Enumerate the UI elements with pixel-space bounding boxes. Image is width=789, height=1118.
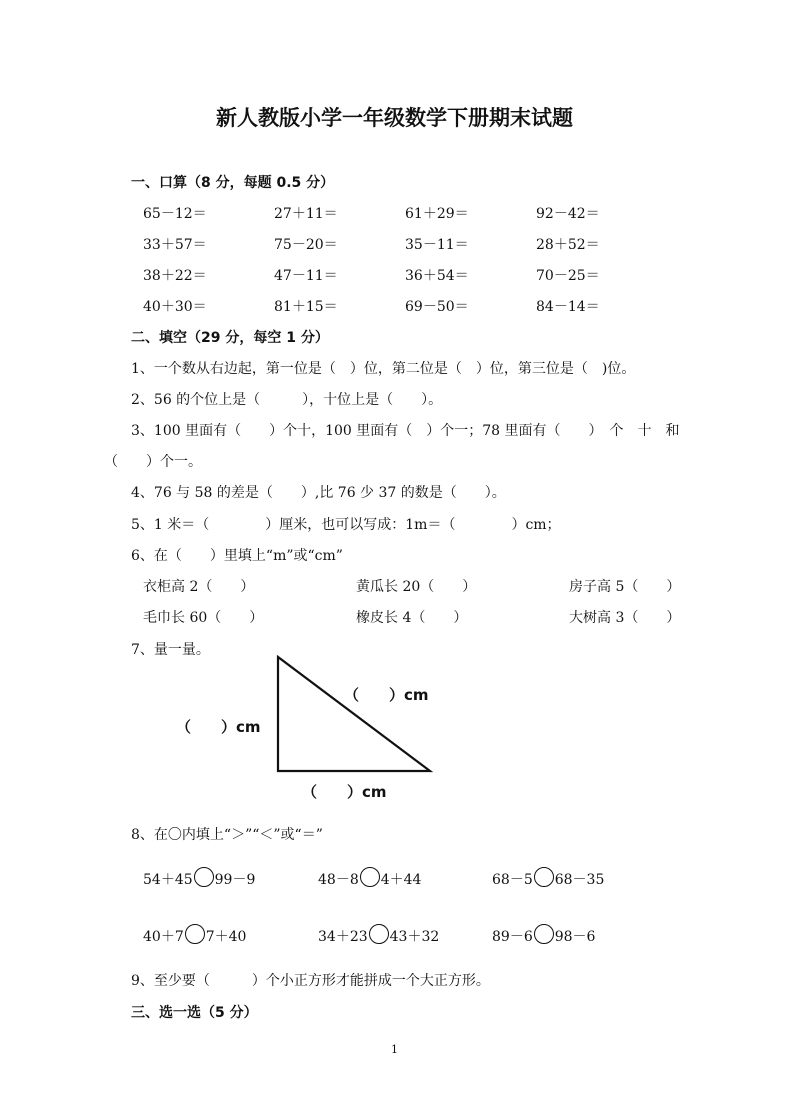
unit-item: 橡皮长 4（ ） [356, 610, 468, 626]
question-9: 9、至少要（ ）个小正方形才能拼成一个大正方形。 [131, 973, 490, 989]
answer-circle[interactable] [185, 924, 205, 944]
question-7: 7、量一量。 [131, 642, 210, 658]
compare-right: 68－35 [554, 872, 605, 888]
calc-item: 33＋57＝ [143, 237, 207, 253]
compare-left: 89－6 [492, 929, 533, 945]
compare-right: 7＋40 [205, 929, 247, 945]
calc-item: 75－20＝ [274, 237, 338, 253]
calc-item: 92－42＝ [536, 206, 600, 222]
question-6: 6、在（ ）里填上“m”或“cm” [131, 548, 343, 564]
calc-item: 47－11＝ [274, 268, 338, 284]
calc-item: 69－50＝ [405, 299, 469, 315]
answer-circle[interactable] [534, 924, 554, 944]
calc-item: 38＋22＝ [143, 268, 207, 284]
compare-item [143, 924, 246, 946]
calc-item: 84－14＝ [536, 299, 600, 315]
calc-item: 27＋11＝ [274, 206, 338, 222]
unit-item: 房子高 5（ ） [569, 579, 681, 595]
compare-item [492, 924, 595, 946]
unit-item: 衣柜高 2（ ） [143, 579, 255, 595]
calc-item: 35－11＝ [405, 237, 469, 253]
unit-item: 大树高 3（ ） [569, 610, 681, 626]
compare-item [318, 924, 439, 946]
label-hypotenuse: （ ）cm [344, 686, 429, 704]
answer-circle[interactable] [360, 867, 380, 887]
compare-right: 4＋44 [380, 872, 422, 888]
compare-left: 54＋45 [143, 872, 193, 888]
unit-item: 黄瓜长 20（ ） [356, 579, 477, 595]
page-number: 1 [391, 1043, 398, 1056]
question-1: 1、一个数从右边起，第一位是（ ）位，第二位是（ ）位，第三位是（ )位。 [131, 361, 636, 377]
unit-item: 毛巾长 60（ ） [143, 610, 264, 626]
question-5: 5、1 米＝（ ）厘米，也可以写成：1m＝（ ）cm； [131, 517, 561, 533]
question-3-line-1: 3、100 里面有（ ）个十，100 里面有（ ）个一；78 里面有（ ） 个 十 和 [131, 423, 680, 439]
compare-left: 34＋23 [318, 929, 368, 945]
question-8: 8、在〇内填上“＞”“＜”或“＝” [131, 827, 323, 843]
compare-item [143, 867, 255, 889]
compare-right: 99－9 [214, 872, 256, 888]
calc-item: 81＋15＝ [274, 299, 338, 315]
section-2-heading: 二、填空（29 分，每空 1 分） [131, 330, 329, 346]
section-3-heading: 三、选一选（5 分） [131, 1005, 258, 1021]
calc-item: 36＋54＝ [405, 268, 469, 284]
calc-item: 40＋30＝ [143, 299, 207, 315]
triangle-shape [278, 657, 430, 771]
calc-item: 70－25＝ [536, 268, 600, 284]
calc-item: 61＋29＝ [405, 206, 469, 222]
compare-left: 40＋7 [143, 929, 184, 945]
question-4: 4、76 与 58 的差是（ ）,比 76 少 37 的数是（ ）。 [131, 485, 506, 501]
answer-circle[interactable] [534, 867, 554, 887]
right-triangle [260, 645, 450, 785]
compare-left: 68－5 [492, 872, 533, 888]
answer-circle[interactable] [369, 924, 389, 944]
page-title: 新人教版小学一年级数学下册期末试题 [216, 106, 573, 130]
compare-item [318, 867, 421, 889]
section-1-heading: 一、口算（8 分，每题 0.5 分） [131, 175, 335, 191]
compare-right: 43＋32 [389, 929, 440, 945]
calc-item: 65－12＝ [143, 206, 207, 222]
compare-item [492, 867, 604, 889]
label-bottom-side: （ ）cm [302, 783, 387, 801]
calc-item: 28＋52＝ [536, 237, 600, 253]
compare-left: 48－8 [318, 872, 359, 888]
answer-circle[interactable] [194, 867, 214, 887]
label-left-side: （ ）cm [176, 718, 261, 736]
compare-right: 98－6 [554, 929, 596, 945]
question-3-line-2: （ ）个一。 [104, 454, 202, 470]
question-2: 2、56 的个位上是（ ），十位上是（ ）。 [131, 392, 443, 408]
